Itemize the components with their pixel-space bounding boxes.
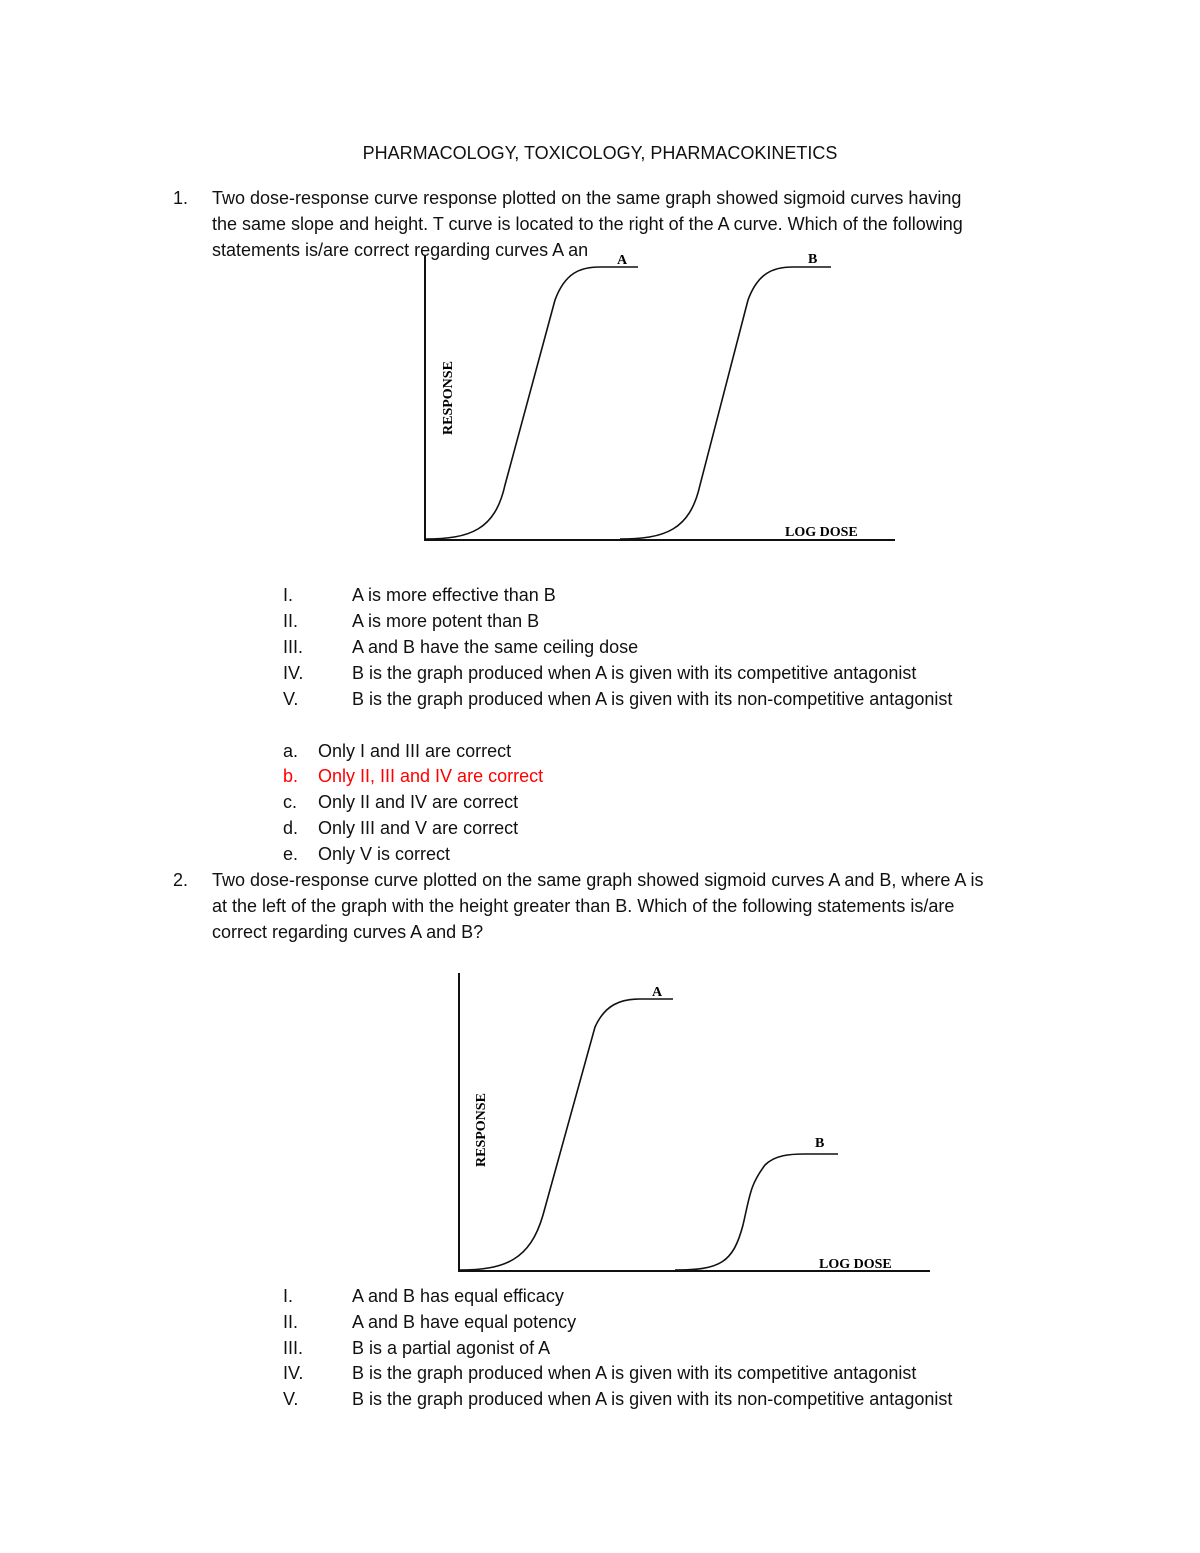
statement-numeral: III. [283,637,304,657]
option-letter: d. [283,818,299,838]
curve-b-label: B [808,252,818,267]
x-axis-label: LOG DOSE [785,525,858,540]
question-text-line: the same slope and height. T curve is located to the right of the A curve. Which of the following [212,214,963,234]
statement-numeral: IV. [283,1363,304,1383]
option-text: Only I and III are correct [318,741,512,761]
option-text: Only V is correct [318,844,451,864]
statement-text: A is more potent than B [352,611,540,631]
statement-text: A and B have equal potency [352,1312,577,1332]
curve-b [675,1154,838,1270]
statement-text: B is the graph produced when A is given with its non-competitive antagonist [352,689,953,709]
correct-option-letter: b. [283,766,299,786]
dose-response-graph-1 [410,245,910,550]
question-text-line: at the left of the graph with the height greater than B. Which of the following statements is/are [212,896,955,916]
statement-numeral: V. [283,689,299,709]
page-title: PHARMACOLOGY, TOXICOLOGY, PHARMACOKINETICS [362,143,838,163]
statement-text: A and B have the same ceiling dose [352,637,639,657]
curve-a-label: A [652,985,663,1000]
curve-b [620,267,831,539]
correct-option-text: Only II, III and IV are correct [318,766,544,786]
statement-numeral: II. [283,1312,299,1332]
curve-a [459,999,673,1270]
statement-text: B is the graph produced when A is given with its non-competitive antagonist [352,1389,953,1409]
curve-a-label: A [617,253,628,268]
option-text: Only II and IV are correct [318,792,519,812]
y-axis-label: RESPONSE [474,1093,489,1167]
question-number: 1. [173,188,189,208]
y-axis-label: RESPONSE [441,361,456,435]
question-text-line: Two dose-response curve response plotted on the same graph showed sigmoid curves having [212,188,962,208]
statement-text: A and B has equal efficacy [352,1286,564,1306]
statement-numeral: V. [283,1389,299,1409]
question-text-line: correct regarding curves A and B? [212,922,484,942]
statement-text: A is more effective than B [352,585,556,605]
option-letter: a. [283,741,299,761]
statement-text: B is a partial agonist of A [352,1338,551,1358]
statement-text: B is the graph produced when A is given with its competitive antagonist [352,1363,917,1383]
curve-a [425,267,638,539]
dose-response-graph-2 [445,965,945,1280]
statement-numeral: IV. [283,663,304,683]
statement-numeral: I. [283,1286,294,1306]
curve-b-label: B [815,1136,825,1151]
statement-text: B is the graph produced when A is given with its competitive antagonist [352,663,917,683]
option-letter: e. [283,844,299,864]
option-letter: c. [283,792,298,812]
question-number: 2. [173,870,189,890]
statement-numeral: II. [283,611,299,631]
question-text-line: statements is/are correct regarding curves A an [212,240,589,260]
statement-numeral: III. [283,1338,304,1358]
x-axis-label: LOG DOSE [819,1257,892,1272]
statement-numeral: I. [283,585,294,605]
question-text-line: Two dose-response curve plotted on the same graph showed sigmoid curves A and B, where A is [212,870,984,890]
option-text: Only III and V are correct [318,818,519,838]
